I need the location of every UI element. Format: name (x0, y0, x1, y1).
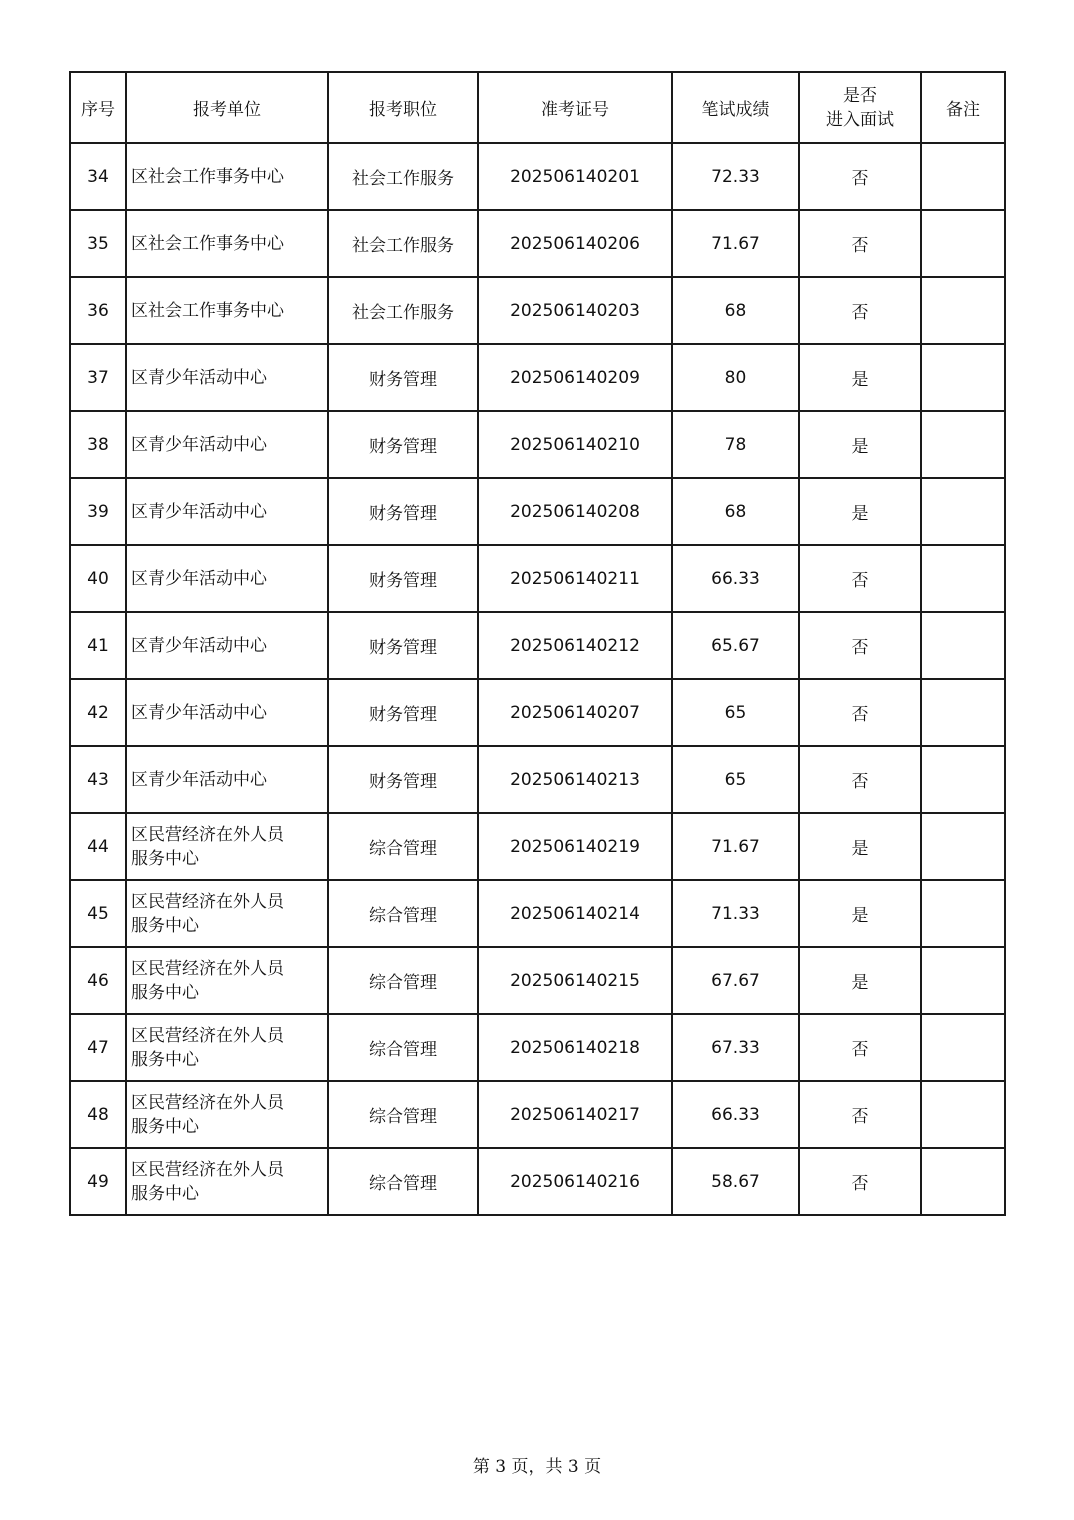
cell-ticket: 202506140219 (478, 813, 672, 880)
table-row (70, 1148, 1005, 1215)
cell-ticket: 202506140203 (478, 277, 672, 344)
cell-ticket: 202506140215 (478, 947, 672, 1014)
cell-interview: 是 (799, 813, 921, 880)
cell-seq: 40 (70, 545, 126, 612)
cell-score: 67.33 (672, 1014, 799, 1081)
cell-remark (921, 210, 1005, 277)
cell-interview: 是 (799, 478, 921, 545)
cell-unit-line: 区青少年活动中心 (131, 702, 267, 723)
cell-remark (921, 813, 1005, 880)
cell-score: 65 (672, 679, 799, 746)
cell-unit (126, 210, 328, 277)
cell-position: 社会工作服务 (328, 277, 478, 344)
cell-unit (126, 411, 328, 478)
cell-unit (126, 813, 328, 880)
cell-unit-line: 服务中心 (131, 848, 199, 869)
cell-unit-line: 区民营经济在外人员 (131, 891, 284, 912)
cell-position: 综合管理 (328, 880, 478, 947)
cell-unit-line: 区民营经济在外人员 (131, 1159, 284, 1180)
header-interview-line2: 进入面试 (826, 109, 894, 130)
table-row (70, 1014, 1005, 1081)
cell-position: 财务管理 (328, 411, 478, 478)
header-ticket: 准考证号 (478, 72, 672, 143)
cell-interview: 否 (799, 143, 921, 210)
cell-interview: 是 (799, 880, 921, 947)
cell-interview: 否 (799, 277, 921, 344)
cell-remark (921, 746, 1005, 813)
table-row (70, 210, 1005, 277)
cell-unit (126, 1014, 328, 1081)
cell-score: 68 (672, 478, 799, 545)
cell-unit (126, 344, 328, 411)
cell-unit (126, 746, 328, 813)
cell-seq: 46 (70, 947, 126, 1014)
cell-position: 财务管理 (328, 545, 478, 612)
cell-position: 综合管理 (328, 1148, 478, 1215)
table-body (70, 143, 1005, 1215)
cell-score: 71.67 (672, 813, 799, 880)
cell-score: 65 (672, 746, 799, 813)
page-footer: 第 3 页，共 3 页 (472, 1457, 602, 1477)
header-remark: 备注 (921, 72, 1005, 143)
table-row (70, 545, 1005, 612)
table-row (70, 746, 1005, 813)
header-row (70, 72, 1005, 143)
cell-ticket: 202506140209 (478, 344, 672, 411)
cell-interview: 是 (799, 344, 921, 411)
cell-unit (126, 1081, 328, 1148)
table-row (70, 1081, 1005, 1148)
cell-position: 综合管理 (328, 813, 478, 880)
cell-ticket: 202506140208 (478, 478, 672, 545)
cell-score: 71.33 (672, 880, 799, 947)
cell-unit (126, 612, 328, 679)
table-row (70, 947, 1005, 1014)
cell-position: 财务管理 (328, 679, 478, 746)
cell-ticket: 202506140212 (478, 612, 672, 679)
cell-unit (126, 143, 328, 210)
cell-position: 综合管理 (328, 1081, 478, 1148)
header-interview-line1: 是否 (843, 85, 877, 106)
table-row (70, 411, 1005, 478)
cell-unit-line: 服务中心 (131, 1049, 199, 1070)
cell-unit-line: 服务中心 (131, 1183, 199, 1204)
cell-ticket: 202506140206 (478, 210, 672, 277)
table-row (70, 344, 1005, 411)
cell-interview: 否 (799, 545, 921, 612)
cell-ticket: 202506140218 (478, 1014, 672, 1081)
cell-ticket: 202506140217 (478, 1081, 672, 1148)
cell-interview: 是 (799, 411, 921, 478)
header-seq: 序号 (70, 72, 126, 143)
cell-unit-line: 区民营经济在外人员 (131, 958, 284, 979)
table-row (70, 478, 1005, 545)
table-row (70, 813, 1005, 880)
cell-seq: 41 (70, 612, 126, 679)
cell-unit-line: 服务中心 (131, 915, 199, 936)
cell-score: 65.67 (672, 612, 799, 679)
cell-seq: 37 (70, 344, 126, 411)
cell-unit (126, 1148, 328, 1215)
cell-ticket: 202506140210 (478, 411, 672, 478)
cell-unit-line: 服务中心 (131, 982, 199, 1003)
cell-seq: 47 (70, 1014, 126, 1081)
cell-position: 综合管理 (328, 947, 478, 1014)
table-row (70, 612, 1005, 679)
cell-score: 67.67 (672, 947, 799, 1014)
cell-unit (126, 478, 328, 545)
cell-unit-line: 区社会工作事务中心 (131, 233, 284, 254)
header-score: 笔试成绩 (672, 72, 799, 143)
cell-remark (921, 1148, 1005, 1215)
cell-score: 58.67 (672, 1148, 799, 1215)
cell-unit-line: 区社会工作事务中心 (131, 300, 284, 321)
header-position: 报考职位 (328, 72, 478, 143)
cell-remark (921, 1014, 1005, 1081)
cell-remark (921, 679, 1005, 746)
cell-interview: 是 (799, 947, 921, 1014)
cell-score: 68 (672, 277, 799, 344)
cell-score: 66.33 (672, 545, 799, 612)
cell-unit (126, 277, 328, 344)
cell-unit-line: 区青少年活动中心 (131, 635, 267, 656)
header-interview (799, 72, 921, 143)
cell-ticket: 202506140214 (478, 880, 672, 947)
cell-unit (126, 880, 328, 947)
cell-remark (921, 947, 1005, 1014)
cell-ticket: 202506140201 (478, 143, 672, 210)
cell-unit (126, 679, 328, 746)
cell-unit-line: 区青少年活动中心 (131, 434, 267, 455)
cell-unit-line: 区青少年活动中心 (131, 568, 267, 589)
cell-seq: 43 (70, 746, 126, 813)
cell-position: 综合管理 (328, 1014, 478, 1081)
table-row (70, 679, 1005, 746)
table-row (70, 277, 1005, 344)
cell-unit-line: 区青少年活动中心 (131, 501, 267, 522)
cell-remark (921, 612, 1005, 679)
cell-position: 财务管理 (328, 478, 478, 545)
cell-unit (126, 545, 328, 612)
header-unit: 报考单位 (126, 72, 328, 143)
cell-score: 78 (672, 411, 799, 478)
cell-score: 71.67 (672, 210, 799, 277)
cell-score: 72.33 (672, 143, 799, 210)
cell-remark (921, 411, 1005, 478)
cell-seq: 45 (70, 880, 126, 947)
cell-score: 80 (672, 344, 799, 411)
cell-score: 66.33 (672, 1081, 799, 1148)
cell-position: 社会工作服务 (328, 210, 478, 277)
cell-interview: 否 (799, 1014, 921, 1081)
cell-seq: 49 (70, 1148, 126, 1215)
results-table (69, 71, 1006, 1216)
cell-remark (921, 478, 1005, 545)
cell-unit-line: 区民营经济在外人员 (131, 1025, 284, 1046)
cell-interview: 否 (799, 746, 921, 813)
cell-seq: 34 (70, 143, 126, 210)
cell-seq: 42 (70, 679, 126, 746)
cell-remark (921, 344, 1005, 411)
cell-ticket: 202506140216 (478, 1148, 672, 1215)
cell-remark (921, 143, 1005, 210)
cell-ticket: 202506140207 (478, 679, 672, 746)
cell-position: 财务管理 (328, 746, 478, 813)
cell-position: 社会工作服务 (328, 143, 478, 210)
cell-seq: 35 (70, 210, 126, 277)
cell-seq: 48 (70, 1081, 126, 1148)
cell-interview: 否 (799, 679, 921, 746)
cell-unit-line: 区民营经济在外人员 (131, 824, 284, 845)
cell-interview: 否 (799, 1081, 921, 1148)
cell-unit-line: 区社会工作事务中心 (131, 166, 284, 187)
cell-remark (921, 1081, 1005, 1148)
cell-position: 财务管理 (328, 612, 478, 679)
cell-unit (126, 947, 328, 1014)
cell-seq: 39 (70, 478, 126, 545)
cell-remark (921, 880, 1005, 947)
cell-remark (921, 545, 1005, 612)
cell-seq: 44 (70, 813, 126, 880)
cell-interview: 否 (799, 210, 921, 277)
cell-position: 财务管理 (328, 344, 478, 411)
cell-seq: 36 (70, 277, 126, 344)
cell-unit-line: 区民营经济在外人员 (131, 1092, 284, 1113)
cell-unit-line: 区青少年活动中心 (131, 769, 267, 790)
cell-remark (921, 277, 1005, 344)
table-row (70, 143, 1005, 210)
cell-interview: 否 (799, 612, 921, 679)
cell-seq: 38 (70, 411, 126, 478)
cell-interview: 否 (799, 1148, 921, 1215)
cell-unit-line: 区青少年活动中心 (131, 367, 267, 388)
cell-unit-line: 服务中心 (131, 1116, 199, 1137)
table-row (70, 880, 1005, 947)
cell-ticket: 202506140213 (478, 746, 672, 813)
cell-ticket: 202506140211 (478, 545, 672, 612)
